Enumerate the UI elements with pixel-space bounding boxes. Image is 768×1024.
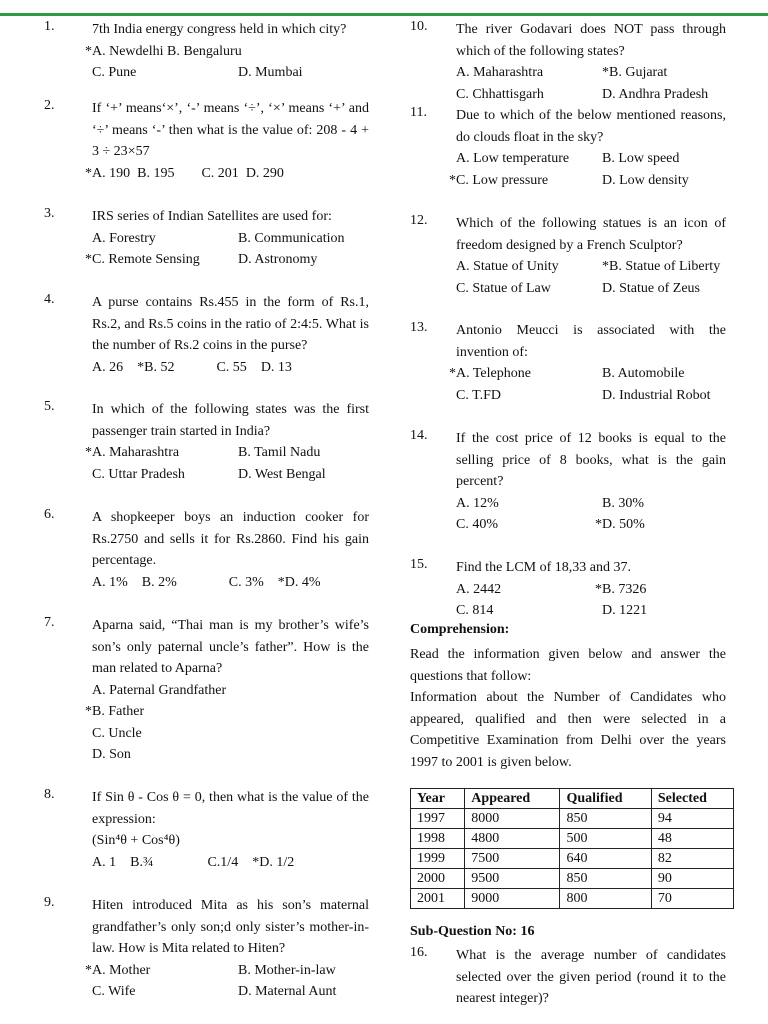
question-text: What is the average number of candidates selected over the given period (round it to the nearest integer)? [456, 948, 726, 1006]
option-a: *A. 190 [85, 165, 131, 181]
question-15 [410, 557, 726, 622]
comprehension-info: Information about the Number of Candidates who appeared, qualified and then were selected in a Competitive Examination from Delhi over the years 1997 to 2001 is given below. [410, 690, 726, 770]
question-number: 2. [44, 98, 55, 113]
table-cell: 2000 [411, 869, 465, 889]
question-number: 7. [44, 615, 55, 630]
option-c: C. 40% [456, 517, 498, 532]
option-c: C. 55 [216, 359, 247, 375]
option-d: D. Mumbai [238, 65, 303, 80]
question-text: If Sin θ - Cos θ = 0, then what is the value of the expression: [92, 790, 369, 827]
table-cell: 1999 [411, 849, 465, 869]
option-b: B. 195 [137, 165, 175, 181]
table-cell: 8000 [465, 809, 560, 829]
table-cell: 1997 [411, 809, 465, 829]
option-d: D. Son [92, 747, 131, 762]
table-row [411, 829, 734, 849]
table-cell: 9500 [465, 869, 560, 889]
candidates-table [410, 788, 734, 909]
question-text: Antonio Meucci is associated with the invention of: [456, 323, 726, 360]
table-row [411, 849, 734, 869]
table-cell: 48 [651, 829, 733, 849]
option-c: C. 814 [456, 603, 494, 618]
question-10 [410, 19, 726, 105]
option-d: D. 1221 [602, 603, 648, 618]
option-c: C. Statue of Law [456, 280, 551, 296]
question-7 [44, 615, 369, 766]
question-number: 11. [410, 105, 427, 120]
expression: (Sin⁴θ + Cos⁴θ) [92, 833, 180, 848]
question-9 [44, 895, 369, 1003]
option-a: *A. Telephone [449, 366, 531, 381]
option-b: B. Automobile [602, 366, 685, 381]
question-number: 12. [410, 213, 428, 228]
table-row [411, 869, 734, 889]
option-a: A. 2442 [456, 581, 502, 597]
question-8 [44, 787, 369, 873]
question-number: 15. [410, 557, 428, 572]
option-b: *B. Gujarat [602, 65, 668, 80]
table-header: Selected [651, 789, 733, 809]
option-a: A. 12% [456, 495, 499, 511]
option-b: B. Communication [238, 230, 345, 246]
table-cell: 640 [560, 849, 651, 869]
option-c: C. Pune [92, 65, 137, 80]
option-a: A. Paternal Grandfather [92, 682, 227, 698]
question-text: Aparna said, “Thai man is my brother’s wife’s son’s only paternal uncle’s father”. How is the man related to Aparna? [92, 618, 369, 676]
option-a: *A. Maharashtra [85, 445, 180, 460]
option-c: C.1/4 [207, 854, 239, 870]
sub-question-heading: Sub-Question No: 16 [410, 924, 535, 939]
question-text: Which of the following statues is an icon of freedom designed by a French Sculptor? [456, 216, 726, 253]
option-c: C. Uncle [92, 725, 142, 741]
question-4 [44, 292, 369, 378]
question-text: A shopkeeper boys an induction cooker for Rs.2750 and sells it for Rs.2860. Find his gain percentage. [92, 510, 369, 568]
question-number: 9. [44, 895, 55, 910]
table-cell: 500 [560, 829, 651, 849]
table-row [411, 809, 734, 829]
question-5 [44, 399, 369, 485]
option-c: C. 3% [228, 574, 264, 590]
table-cell: 82 [651, 849, 733, 869]
table-cell: 2001 [411, 889, 465, 909]
question-text: 7th India energy congress held in which city? [92, 22, 347, 37]
comprehension-heading: Comprehension: [410, 622, 510, 637]
option-a: A. 1 [92, 854, 117, 870]
question-text: IRS series of Indian Satellites are used for: [92, 209, 332, 224]
question-2 [44, 98, 369, 184]
option-a: A. Maharashtra [456, 65, 544, 80]
question-number: 8. [44, 787, 55, 802]
table-cell: 4800 [465, 829, 560, 849]
option-a: A. 1% [92, 574, 128, 590]
option-d: D. Maternal Aunt [238, 984, 337, 999]
question-text: If the cost price of 12 books is equal to the selling price of 8 books, what is the gain percent? [456, 431, 726, 489]
question-number: 4. [44, 292, 55, 307]
option-a: A. Low temperature [456, 151, 570, 166]
option-d: D. 13 [260, 359, 292, 375]
option-d: D. 290 [245, 165, 284, 181]
option-a: A. Forestry [92, 230, 156, 246]
option-d: D. Andhra Pradesh [602, 86, 709, 102]
question-text: Hiten introduced Mita as his son’s maternal grandfather’s only son;d only sister’s mother-in-law. How is Mita related to Hiten? [92, 898, 369, 956]
option-c: C. Chhattisgarh [456, 86, 544, 102]
table-header-row [411, 789, 734, 809]
question-3 [44, 206, 369, 271]
option-c: *C. Low pressure [449, 172, 549, 188]
question-number: 10. [410, 19, 428, 34]
question-number: 14. [410, 428, 428, 443]
option-b: B. Low speed [602, 151, 680, 166]
table-cell: 1998 [411, 829, 465, 849]
option-d: D. Low density [602, 172, 689, 188]
option-a: *A. Mother [85, 962, 151, 978]
question-text: Find the LCM of 18,33 and 37. [456, 560, 631, 575]
table-header: Appeared [465, 789, 560, 809]
table-cell: 90 [651, 869, 733, 889]
question-12 [410, 213, 726, 299]
option-b: B. Mother-in-law [238, 962, 336, 978]
top-rule [0, 13, 768, 16]
option-d: D. Industrial Robot [602, 387, 711, 403]
option-c: C. Wife [92, 984, 136, 999]
question-6 [44, 507, 369, 593]
table-cell: 7500 [465, 849, 560, 869]
option-a: A. Statue of Unity [456, 259, 559, 274]
comprehension-intro: Read the information given below and answer the questions that follow: [410, 647, 726, 684]
table-row [411, 889, 734, 909]
question-text: A purse contains Rs.455 in the form of Rs.1, Rs.2, and Rs.5 coins in the ratio of 2:4:5. What is the number of Rs.2 coins in the purse? [92, 295, 369, 353]
option-d: D. Statue of Zeus [602, 280, 700, 296]
option-c: *C. Remote Sensing [85, 252, 200, 267]
option-b: B.¾ [130, 854, 154, 870]
option-d: D. Astronomy [238, 252, 318, 267]
option-c: C. 201 [201, 165, 239, 181]
option-b: B. 30% [602, 495, 644, 511]
option-c: C. Uttar Pradesh [92, 466, 185, 482]
question-number: 6. [44, 507, 55, 522]
option-d: *D. 50% [595, 517, 645, 532]
question-1 [44, 19, 369, 84]
table-cell: 800 [560, 889, 651, 909]
option-b: *B. 52 [137, 359, 175, 375]
table-cell: 850 [560, 869, 651, 889]
option-b: *B. Father [85, 704, 145, 719]
table-cell: 94 [651, 809, 733, 829]
question-number: 3. [44, 206, 55, 221]
option-d: D. West Bengal [238, 466, 326, 482]
option-b: B. Tamil Nadu [238, 445, 321, 460]
question-text: Due to which of the below mentioned reasons, do clouds float in the sky? [456, 108, 726, 145]
question-number: 5. [44, 399, 55, 414]
option [238, 41, 369, 63]
question-text: If ‘+’ means‘×’, ‘-’ means ‘÷’, ‘×’ means ‘+’ and ‘÷’ means ‘-’ then what is the value of: 208 - 4 + 3 ÷ 23×57 [92, 101, 369, 159]
question-number: 1. [44, 19, 55, 34]
question-text: In which of the following states was the first passenger train started in India? [92, 402, 369, 439]
option-b: B. 2% [141, 574, 177, 590]
question-11 [410, 105, 726, 191]
option-c: C. T.FD [456, 387, 501, 403]
option-d: *D. 4% [277, 574, 321, 590]
table-header: Year [411, 789, 465, 809]
table-cell: 850 [560, 809, 651, 829]
question-13 [410, 320, 726, 406]
question-text: The river Godavari does NOT pass through which of the following states? [456, 22, 726, 59]
option-b: *B. Statue of Liberty [602, 259, 721, 274]
table-header: Qualified [560, 789, 651, 809]
question-16 [410, 945, 726, 1010]
question-number: 13. [410, 320, 428, 335]
option-line: *A. Newdelhi B. Bengaluru [85, 43, 242, 59]
option-b: *B. 7326 [595, 581, 647, 597]
option-a: A. 26 [92, 359, 124, 375]
table-cell: 70 [651, 889, 733, 909]
question-14 [410, 428, 726, 536]
question-number: 16. [410, 945, 428, 960]
table-cell: 9000 [465, 889, 560, 909]
option-d: *D. 1/2 [252, 854, 295, 870]
